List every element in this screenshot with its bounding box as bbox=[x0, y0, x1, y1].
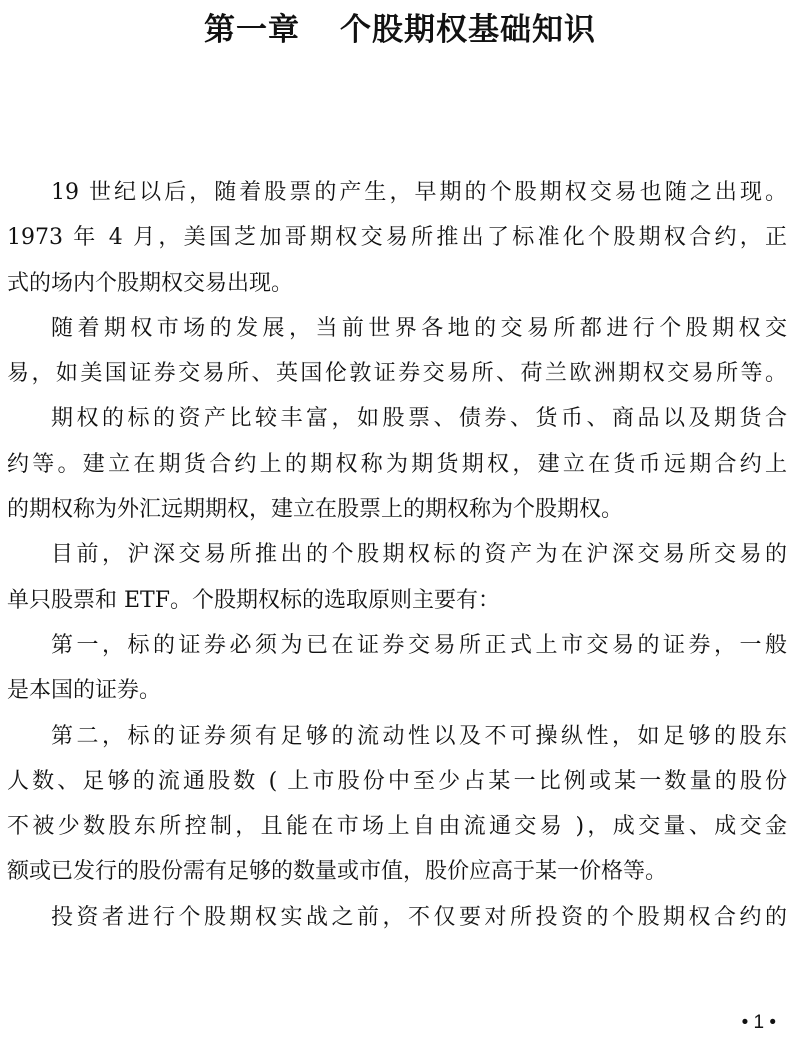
paragraph-line: 人数、足够的流通股数 ( 上市股份中至少占某一比例或某一数量的股份 bbox=[7, 768, 787, 794]
paragraph-line: 第二，标的证券须有足够的流动性以及不可操纵性，如足够的股东 bbox=[51, 723, 787, 749]
paragraph-line: 随着期权市场的发展，当前世界各地的交易所都进行个股期权交 bbox=[51, 315, 787, 341]
paragraph-line: 目前，沪深交易所推出的个股期权标的资产为在沪深交易所交易的 bbox=[51, 542, 787, 568]
chapter-title bbox=[0, 4, 800, 49]
paragraph-line: 约等。建立在期货合约上的期权称为期货期权，建立在货币远期合约上 bbox=[7, 451, 787, 477]
paragraph-line: 投资者进行个股期权实战之前，不仅要对所投资的个股期权合约的 bbox=[51, 904, 787, 930]
paragraph-line: 额或已发行的股份需有足够的数量或市值，股价应高于某一价格等。 bbox=[7, 859, 668, 885]
paragraph-line: 单只股票和 ETF。个股期权标的选取原则主要有： bbox=[7, 587, 500, 613]
chapter-number: 第一章 bbox=[204, 12, 300, 48]
chapter-title-text: 个股期权基础知识 bbox=[340, 12, 596, 48]
paragraph-line: 是本国的证券。 bbox=[7, 678, 162, 704]
paragraph-line: 期权的标的资产比较丰富，如股票、债券、货币、商品以及期货合 bbox=[51, 406, 787, 432]
paragraph-line: 第一，标的证券必须为已在证券交易所正式上市交易的证券，一般 bbox=[51, 632, 787, 658]
paragraph-line: 式的场内个股期权交易出现。 bbox=[7, 270, 294, 296]
page-number: • 1 • bbox=[741, 1012, 776, 1033]
body-text bbox=[7, 170, 787, 940]
paragraph-line: 不被少数股东所控制，且能在市场上自由流通交易 )，成交量、成交金 bbox=[7, 814, 787, 840]
paragraph-line: 19 世纪以后，随着股票的产生，早期的个股期权交易也随之出现。 bbox=[51, 180, 787, 205]
paragraph-line: 的期权称为外汇远期期权，建立在股票上的期权称为个股期权。 bbox=[7, 497, 624, 523]
paragraph-line: 易，如美国证券交易所、英国伦敦证券交易所、荷兰欧洲期权交易所等。 bbox=[7, 361, 787, 387]
paragraph-line: 1973 年 4 月，美国芝加哥期权交易所推出了标准化个股期权合约，正 bbox=[7, 225, 787, 251]
